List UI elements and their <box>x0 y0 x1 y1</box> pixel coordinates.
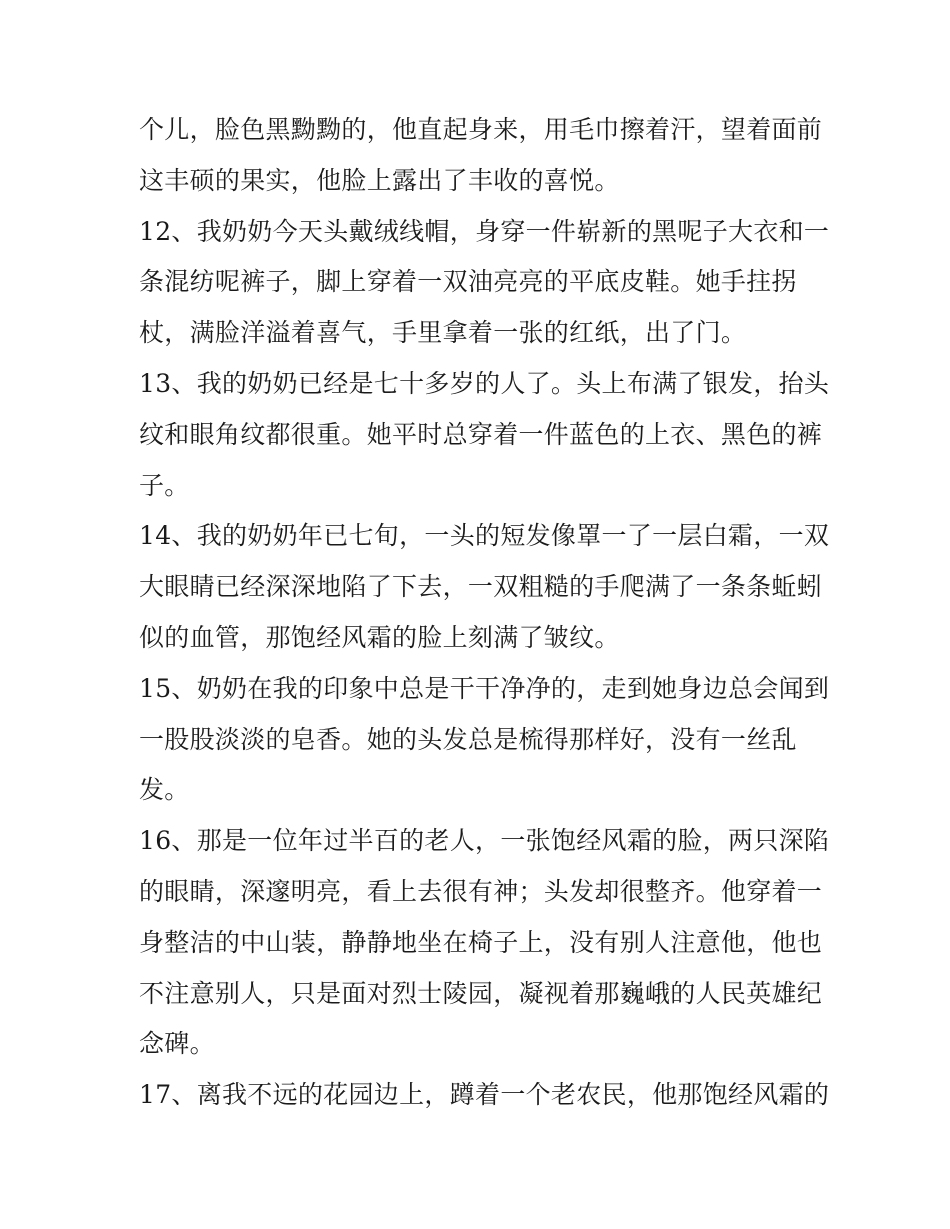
text-line: 14、我的奶奶年已七旬，一头的短发像罩一了一层白霜，一双 <box>139 521 830 551</box>
text-line: 的眼睛，深邃明亮，看上去很有神；头发却很整齐。他穿着一 <box>139 876 823 906</box>
text-line: 个儿，脸色黑黝黝的，他直起身来，用毛巾擦着汗，望着面前 <box>139 115 823 144</box>
text-line: 一股股淡淡的皂香。她的头发总是梳得那样好，没有一丝乱 <box>139 724 797 754</box>
text-line: 念碑。 <box>139 1029 215 1059</box>
text-line: 杖，满脸洋溢着喜气，手里拿着一张的红纸，出了门。 <box>139 318 747 348</box>
text-line: 条混纺呢裤子，脚上穿着一双油亮亮的平底皮鞋。她手拄拐 <box>139 267 797 297</box>
text-line: 16、那是一位年过半百的老人，一张饱经风霜的脸，两只深陷 <box>139 826 830 856</box>
text-line: 子。 <box>139 470 190 500</box>
text-line: 这丰硕的果实，他脸上露出了丰收的喜悦。 <box>139 165 620 195</box>
text-line: 身整洁的中山装，静静地坐在椅子上，没有别人注意他，他也 <box>139 927 823 957</box>
text-line: 大眼睛已经深深地陷了下去，一双粗糙的手爬满了一条条蚯蚓 <box>139 572 823 602</box>
text-line: 似的血管，那饱经风霜的脸上刻满了皱纹。 <box>139 622 620 652</box>
text-line: 13、我的奶奶已经是七十多岁的人了。头上布满了银发，抬头 <box>139 368 830 398</box>
document-body <box>139 105 830 1121</box>
text-line: 12、我奶奶今天头戴绒线帽，身穿一件崭新的黑呢子大衣和一 <box>139 216 830 246</box>
text-line: 不注意别人，只是面对烈士陵园，凝视着那巍峨的人民英雄纪 <box>139 978 823 1008</box>
text-line: 17、离我不远的花园边上，蹲着一个老农民，他那饱经风霜的 <box>139 1080 830 1110</box>
text-line: 发。 <box>139 775 190 805</box>
text-line: 纹和眼角纹都很重。她平时总穿着一件蓝色的上衣、黑色的裤 <box>139 419 823 449</box>
text-line: 15、奶奶在我的印象中总是干干净净的，走到她身边总会闻到 <box>139 673 830 703</box>
